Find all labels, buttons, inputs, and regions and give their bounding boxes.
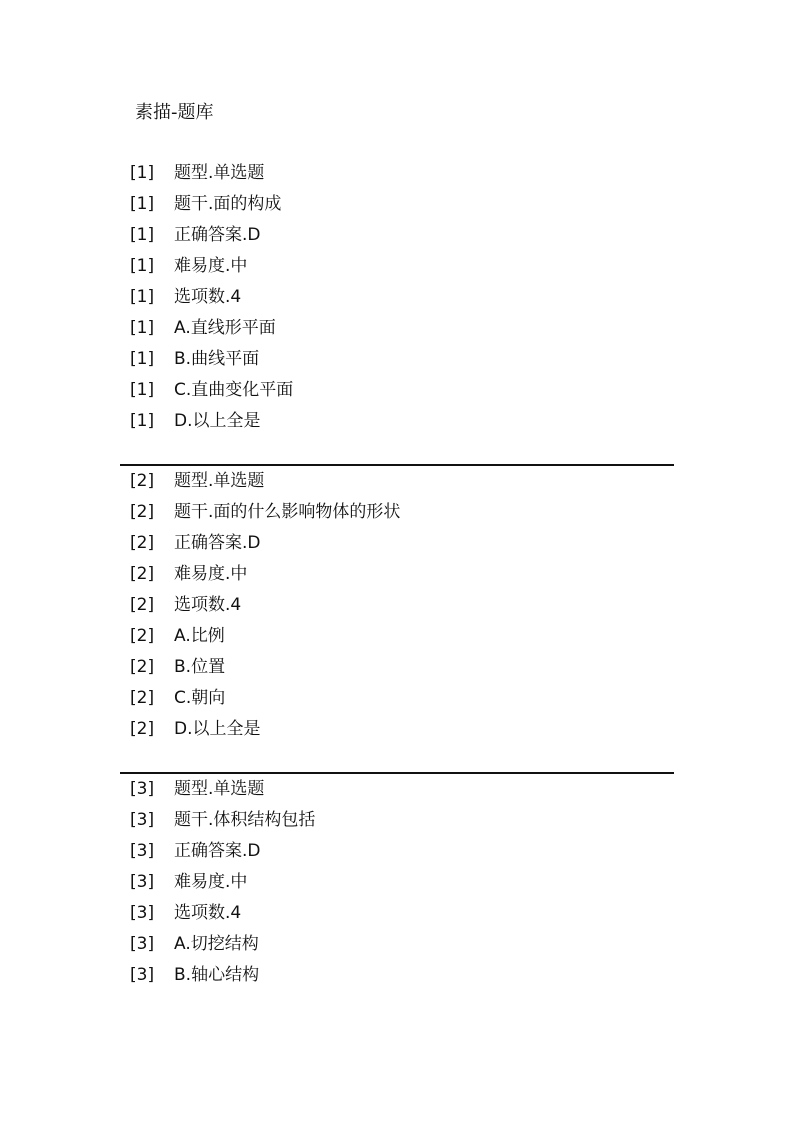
question-line (120, 528, 674, 559)
option-d: D.以上全是 (174, 719, 261, 739)
question-line (120, 497, 674, 528)
question-line (120, 251, 674, 282)
question-line (120, 714, 674, 745)
question-line (120, 929, 674, 960)
question-line (120, 282, 674, 313)
question-line (120, 189, 674, 220)
question-line (120, 220, 674, 251)
question-number: [1] (130, 256, 155, 276)
option-count: 选项数.4 (174, 287, 242, 307)
question-block-2 (120, 464, 674, 745)
question-number: [1] (130, 163, 155, 183)
difficulty: 难易度.中 (174, 256, 248, 276)
question-line (120, 652, 674, 683)
question-block-1 (120, 158, 674, 437)
difficulty: 难易度.中 (174, 872, 248, 892)
question-line (120, 590, 674, 621)
question-line (120, 683, 674, 714)
question-stem: 题干.面的什么影响物体的形状 (174, 502, 401, 522)
question-line (120, 406, 674, 437)
question-number: [1] (130, 349, 155, 369)
question-number: [2] (130, 719, 155, 739)
question-line (120, 836, 674, 867)
question-number: [1] (130, 318, 155, 338)
question-number: [2] (130, 502, 155, 522)
question-type: 题型.单选题 (174, 779, 265, 799)
question-number: [3] (130, 903, 155, 923)
question-line (120, 344, 674, 375)
question-stem: 题干.体积结构包括 (174, 810, 316, 830)
question-number: [1] (130, 287, 155, 307)
question-number: [3] (130, 872, 155, 892)
question-number: [3] (130, 841, 155, 861)
question-line (120, 621, 674, 652)
correct-answer: 正确答案.D (174, 533, 261, 553)
question-line (120, 313, 674, 344)
question-line (120, 466, 674, 497)
question-number: [1] (130, 225, 155, 245)
question-number: [2] (130, 564, 155, 584)
question-line (120, 960, 674, 991)
option-d: D.以上全是 (174, 411, 261, 431)
question-number: [3] (130, 934, 155, 954)
question-block-3 (120, 772, 674, 991)
question-line (120, 898, 674, 929)
question-line (120, 867, 674, 898)
option-a: A.切挖结构 (174, 934, 259, 954)
question-number: [3] (130, 965, 155, 985)
question-line (120, 375, 674, 406)
question-number: [2] (130, 595, 155, 615)
option-a: A.比例 (174, 626, 225, 646)
question-number: [2] (130, 626, 155, 646)
document-title: 素描-题库 (135, 102, 214, 123)
option-b: B.轴心结构 (174, 965, 260, 985)
question-number: [2] (130, 657, 155, 677)
question-number: [3] (130, 779, 155, 799)
option-c: C.朝向 (174, 688, 226, 708)
question-type: 题型.单选题 (174, 163, 265, 183)
question-number: [2] (130, 688, 155, 708)
question-number: [1] (130, 411, 155, 431)
question-stem: 题干.面的构成 (174, 194, 282, 214)
option-count: 选项数.4 (174, 595, 242, 615)
correct-answer: 正确答案.D (174, 225, 261, 245)
correct-answer: 正确答案.D (174, 841, 261, 861)
question-line (120, 805, 674, 836)
option-count: 选项数.4 (174, 903, 242, 923)
question-number: [3] (130, 810, 155, 830)
option-b: B.曲线平面 (174, 349, 260, 369)
option-c: C.直曲变化平面 (174, 380, 294, 400)
question-line (120, 158, 674, 189)
question-type: 题型.单选题 (174, 471, 265, 491)
question-number: [2] (130, 471, 155, 491)
question-number: [1] (130, 380, 155, 400)
question-number: [2] (130, 533, 155, 553)
difficulty: 难易度.中 (174, 564, 248, 584)
option-b: B.位置 (174, 657, 226, 677)
question-line (120, 559, 674, 590)
question-line (120, 774, 674, 805)
option-a: A.直线形平面 (174, 318, 276, 338)
question-number: [1] (130, 194, 155, 214)
